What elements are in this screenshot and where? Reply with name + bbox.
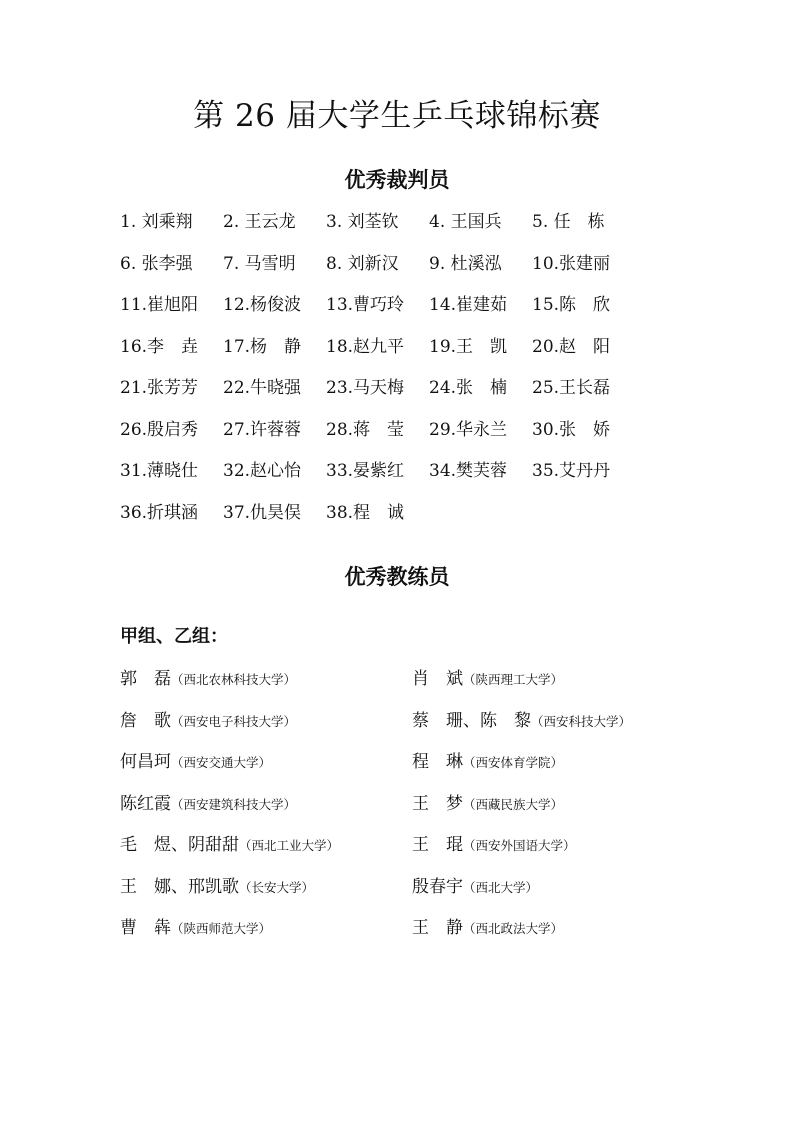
referee-list (120, 205, 680, 537)
coach-university: （西北农林科技大学） (171, 672, 297, 687)
referee-entry: 17.杨 静 (223, 336, 302, 357)
coach-entry (120, 704, 412, 739)
referee-entry: 21.张芳芳 (120, 378, 199, 398)
referee-row (120, 454, 680, 496)
referee-entry: 10.张建丽 (532, 253, 611, 274)
coach-entry (412, 828, 576, 863)
referee-entry: 6. 张李强 (120, 253, 193, 274)
group-label: 甲组、乙组： (120, 626, 228, 647)
referee-entry: 34.樊芙蓉 (429, 461, 508, 481)
coach-row (120, 787, 720, 829)
coach-name: 郭 磊 (120, 669, 171, 689)
coach-entry (120, 870, 412, 905)
referee-row (120, 330, 680, 372)
coach-entry (120, 787, 412, 822)
referee-row (120, 371, 680, 413)
coaches-heading: 优秀教练员 (344, 565, 450, 589)
coach-name: 程 琳 (412, 752, 463, 772)
referee-entry: 31.薄晓仕 (120, 461, 199, 481)
coach-name: 王 静 (412, 918, 463, 938)
coach-university: （西安交通大学） (171, 755, 272, 770)
coach-entry (412, 787, 563, 822)
referee-entry: 22.牛晓强 (223, 378, 302, 398)
coach-name: 王 梦 (412, 793, 463, 814)
page-title: 第 26 届大学生乒乓球锦标赛 (193, 98, 601, 134)
coach-name: 陈红霞 (120, 793, 171, 814)
coach-name: 蔡 珊、陈 黎 (412, 710, 531, 731)
coach-row (120, 870, 720, 912)
referee-entry: 36.折琪涵 (120, 502, 199, 523)
referee-entry: 7. 马雪明 (223, 253, 296, 274)
referees-heading: 优秀裁判员 (344, 168, 450, 192)
coach-university: （西安建筑科技大学） (171, 796, 297, 812)
referee-row (120, 247, 680, 289)
referee-entry: 18.赵九平 (326, 336, 405, 357)
referee-entry: 2. 王云龙 (223, 212, 296, 232)
referee-entry: 26.殷启秀 (120, 419, 199, 440)
coach-university: （西安电子科技大学） (171, 713, 297, 729)
coach-entry (412, 745, 563, 780)
coach-university: （西安体育学院） (463, 755, 564, 770)
referee-row (120, 413, 680, 455)
referee-entry: 4. 王国兵 (429, 212, 502, 232)
coach-row (120, 662, 720, 704)
coach-entry (412, 704, 631, 739)
referee-entry: 37.仇昊俣 (223, 502, 302, 523)
coach-name: 王 娜、邢凯歌 (120, 876, 239, 897)
coach-entry (412, 662, 563, 697)
coach-entry (120, 662, 412, 697)
coach-entry (120, 911, 412, 946)
coach-entry (120, 745, 412, 780)
referee-entry: 32.赵心怡 (223, 461, 302, 481)
coach-university: （长安大学） (239, 879, 315, 895)
referee-entry: 35.艾丹丹 (532, 461, 611, 481)
referee-entry: 19.王 凯 (429, 336, 508, 357)
coach-name: 曹 犇 (120, 918, 171, 938)
coach-entry (412, 911, 563, 946)
coach-university: （西北工业大学） (239, 838, 340, 853)
referee-entry: 9. 杜溪泓 (429, 253, 502, 274)
referee-entry: 5. 任 栋 (532, 212, 605, 232)
coach-university: （西安外国语大学） (463, 838, 576, 853)
referee-entry: 24.张 楠 (429, 378, 508, 398)
coach-university: （西藏民族大学） (463, 796, 564, 812)
referee-entry: 29.华永兰 (429, 419, 508, 440)
coach-university: （西北大学） (463, 879, 539, 895)
referee-entry: 20.赵 阳 (532, 336, 611, 357)
referee-entry: 11.崔旭阳 (120, 295, 199, 315)
referee-entry: 13.曹巧玲 (326, 295, 405, 315)
referee-entry: 14.崔建茹 (429, 295, 508, 315)
coach-name: 殷春宇 (412, 876, 463, 897)
coach-university: （西北政法大学） (463, 921, 564, 936)
coach-row (120, 704, 720, 746)
coach-university: （陕西师范大学） (171, 921, 272, 936)
coach-name: 毛 煜、阴甜甜 (120, 835, 239, 855)
referee-entry: 8. 刘新汉 (326, 253, 399, 274)
coach-row (120, 911, 720, 953)
coach-list (120, 662, 720, 953)
referee-entry: 23.马天梅 (326, 378, 405, 398)
coach-university: （陕西理工大学） (463, 672, 564, 687)
coach-name: 肖 斌 (412, 669, 463, 689)
referee-row (120, 205, 680, 247)
referee-entry: 1. 刘乘翔 (120, 212, 193, 232)
coach-university: （西安科技大学） (531, 713, 632, 729)
referee-entry: 15.陈 欣 (532, 295, 611, 315)
referee-row (120, 288, 680, 330)
referee-entry: 12.杨俊波 (223, 295, 302, 315)
coach-entry (120, 828, 412, 863)
referee-entry: 28.蒋 莹 (326, 419, 405, 440)
referee-entry: 16.李 垚 (120, 336, 199, 357)
referee-entry: 3. 刘荃钦 (326, 212, 399, 232)
referee-entry: 25.王长磊 (532, 378, 611, 398)
referee-entry: 30.张 娇 (532, 419, 611, 440)
referee-entry: 27.许蓉蓉 (223, 419, 302, 440)
coach-entry (412, 870, 538, 905)
coach-row (120, 828, 720, 870)
coach-name: 何昌珂 (120, 752, 171, 772)
coach-row (120, 745, 720, 787)
referee-entry: 33.晏紫红 (326, 461, 405, 481)
coach-name: 詹 歌 (120, 710, 171, 731)
coach-name: 王 琨 (412, 835, 463, 855)
referee-row (120, 496, 680, 538)
referee-entry: 38.程 诚 (326, 502, 405, 523)
